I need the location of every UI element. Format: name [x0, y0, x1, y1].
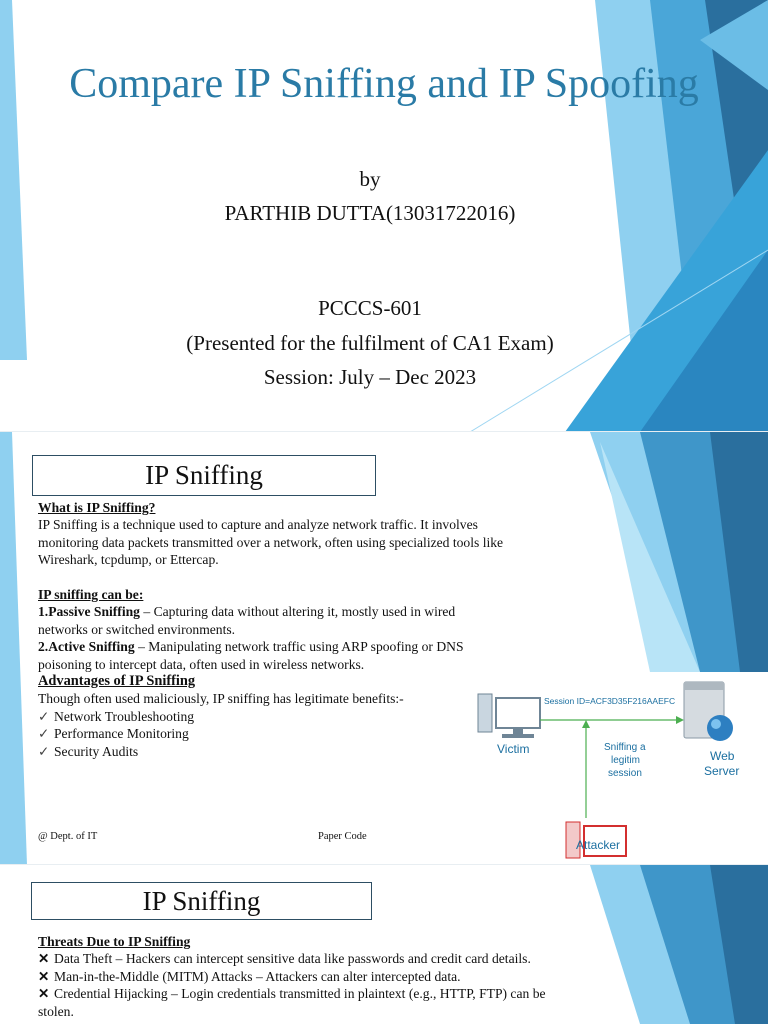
- check-icon: ✓: [38, 743, 50, 759]
- web-label: Web: [710, 749, 735, 763]
- active-text: – Manipulating network traffic using ARP spoofing or DNS: [134, 639, 464, 655]
- check-icon: ✓: [38, 708, 50, 724]
- session-id-label: Session ID=ACF3D35F216AAEFC: [544, 696, 676, 706]
- sniffing-diagram: [458, 672, 768, 860]
- threats-heading: Threats Due to IP Sniffing: [38, 934, 191, 949]
- presentation-purpose: (Presented for the fulfilment of CA1 Exam): [186, 331, 554, 355]
- advantages-heading: Advantages of IP Sniffing: [38, 673, 196, 690]
- title-slide: [0, 0, 768, 432]
- threat-item: Credential Hijacking – Login credentials transmitted in plaintext (e.g., HTTP, FTP) can be: [54, 986, 546, 1002]
- x-icon: ✕: [38, 986, 50, 1002]
- active-label: 2.Active Sniffing: [38, 639, 135, 655]
- attacker-label: Attacker: [576, 838, 621, 852]
- what-line-1: IP Sniffing is a technique used to capture and analyze network traffic. It involves: [38, 517, 478, 533]
- types-heading: IP sniffing can be:: [38, 587, 144, 603]
- passive-text: – Capturing data without altering it, mostly used in wired: [139, 604, 456, 620]
- x-icon: ✕: [38, 951, 50, 967]
- ip-sniffing-threats-slide: [0, 865, 768, 1024]
- advantage-item: ✓ Security Audits: [38, 743, 139, 759]
- passive-text-2: networks or switched environments.: [38, 621, 236, 637]
- advantage-item: ✓ Performance Monitoring: [38, 726, 189, 742]
- footer-dept: @ Dept. of IT: [38, 831, 98, 842]
- sniff-label-1: Sniffing a: [604, 742, 646, 753]
- author-name: PARTHIB DUTTA(13031722016): [224, 201, 516, 225]
- threat-item: Data Theft – Hackers can intercept sensitive data like passwords and credit card details.: [54, 951, 531, 967]
- sniff-label-3: session: [608, 768, 642, 779]
- active-text-2: poisoning to intercept data, often used in wireless networks.: [38, 656, 365, 672]
- slide-heading: IP Sniffing: [31, 882, 372, 920]
- ip-sniffing-slide: [0, 432, 768, 865]
- check-icon: ✓: [38, 726, 50, 742]
- threat-item: Man-in-the-Middle (MITM) Attacks – Attackers can alter intercepted data.: [54, 968, 461, 984]
- advantages-intro: Though often used maliciously, IP sniffing has legitimate benefits:-: [38, 691, 404, 707]
- session-label: Session: July – Dec 2023: [263, 365, 477, 389]
- server-label: Server: [704, 764, 740, 778]
- presentation-title: Compare IP Sniffing and IP Spoofing: [69, 61, 699, 107]
- x-icon: ✕: [38, 968, 50, 984]
- sniff-label-2: legitim: [611, 755, 640, 766]
- what-is-heading: What is IP Sniffing?: [38, 500, 156, 515]
- what-line-3: Wireshark, tcpdump, or Ettercap.: [38, 552, 219, 568]
- passive-label: 1.Passive Sniffing: [38, 604, 140, 620]
- course-code: PCCCS-601: [318, 296, 422, 320]
- threat-item-continued: stolen.: [38, 1003, 74, 1019]
- slide-heading: IP Sniffing: [32, 455, 376, 496]
- victim-label: Victim: [497, 742, 530, 756]
- what-line-2: monitoring data packets transmitted over a network, often using specialized tools like: [38, 534, 504, 550]
- slide-body: [38, 933, 598, 1020]
- by-label: by: [359, 167, 381, 191]
- advantage-item: ✓ Network Troubleshooting: [38, 708, 195, 724]
- footer-paper-code: Paper Code: [318, 831, 367, 842]
